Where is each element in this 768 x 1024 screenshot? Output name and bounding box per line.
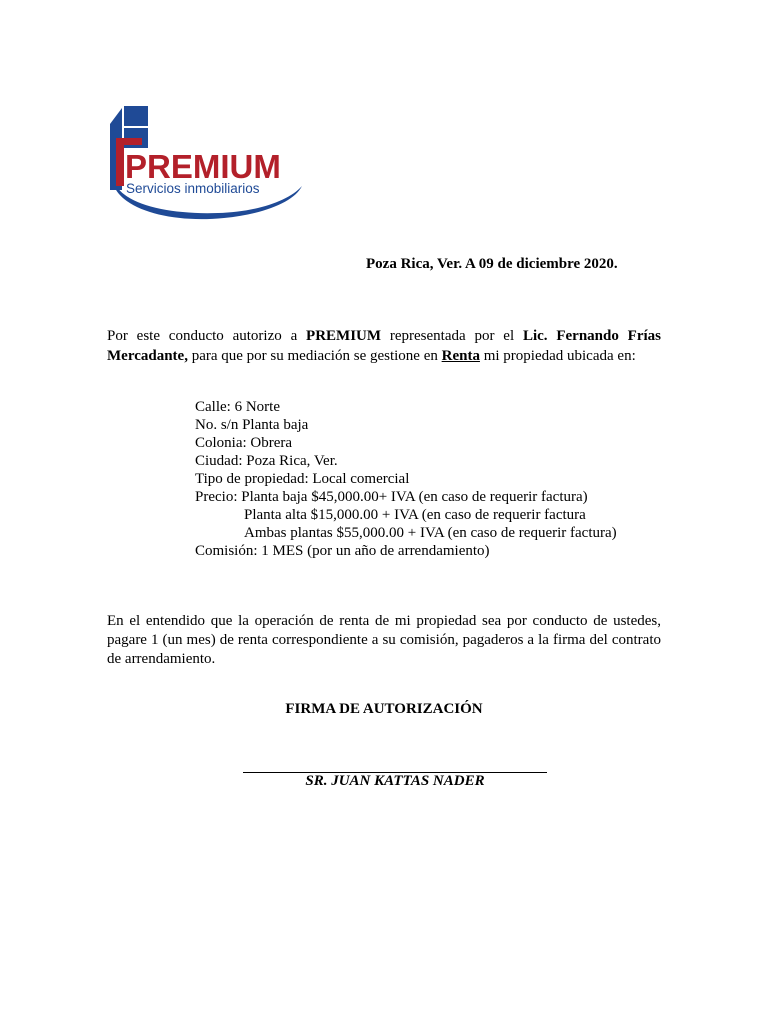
authorization-paragraph: [107, 326, 661, 366]
paragraph-line: pagare 1 (un mes) de renta correspondiente a su comisión, pagaderos a la firma del contrato: [107, 632, 661, 648]
paragraph-line: [107, 346, 661, 366]
text-span: representada por el: [381, 328, 523, 344]
detail-comision: Comisión: 1 MES (por un año de arrendamiento): [195, 543, 490, 559]
signatory-name: SR. JUAN KATTAS NADER: [305, 773, 485, 789]
detail-numero: No. s/n Planta baja: [195, 417, 309, 433]
date-line: Poza Rica, Ver. A 09 de diciembre 2020.: [366, 256, 618, 272]
signature-heading: FIRMA DE AUTORIZACIÓN: [285, 701, 483, 717]
agent-name-part1: Lic. Fernando Frías: [522, 328, 661, 344]
detail-tipo: Tipo de propiedad: Local comercial: [195, 471, 410, 487]
building-top-shape: [124, 106, 148, 126]
company-logo: [104, 102, 304, 224]
paragraph-line: [107, 326, 661, 346]
text-span: mi propiedad ubicada en:: [479, 348, 636, 364]
detail-precio-alta: Planta alta $15,000.00 + IVA (en caso de requerir factura: [244, 507, 586, 523]
red-bar-shape: [116, 138, 124, 186]
red-bar-top-shape: [116, 138, 142, 145]
property-details: [195, 398, 617, 560]
paragraph-line: de arrendamiento.: [107, 651, 216, 667]
text-span: Por este conducto autorizo a: [107, 328, 307, 344]
company-name: PREMIUM: [306, 328, 382, 344]
paragraph-line: En el entendido que la operación de renta de mi propiedad sea por conducto de ustedes,: [107, 613, 661, 629]
closing-paragraph: [107, 612, 661, 669]
detail-colonia: Colonia: Obrera: [195, 435, 293, 451]
detail-calle: Calle: 6 Norte: [195, 399, 280, 415]
logo-brand-text: PREMIUM: [125, 148, 281, 185]
detail-ciudad: Ciudad: Poza Rica, Ver.: [195, 453, 338, 469]
detail-precio: Precio: Planta baja $45,000.00+ IVA (en caso de requerir factura): [195, 489, 588, 505]
agent-name-part2: Mercadante,: [107, 348, 188, 364]
operation-type: Renta: [441, 348, 480, 364]
detail-precio-ambas: Ambas plantas $55,000.00 + IVA (en caso de requerir factura): [244, 525, 617, 541]
text-span: para que por su mediación se gestione en: [187, 348, 442, 364]
logo-tagline-text: Servicios inmobiliarios: [126, 181, 260, 196]
